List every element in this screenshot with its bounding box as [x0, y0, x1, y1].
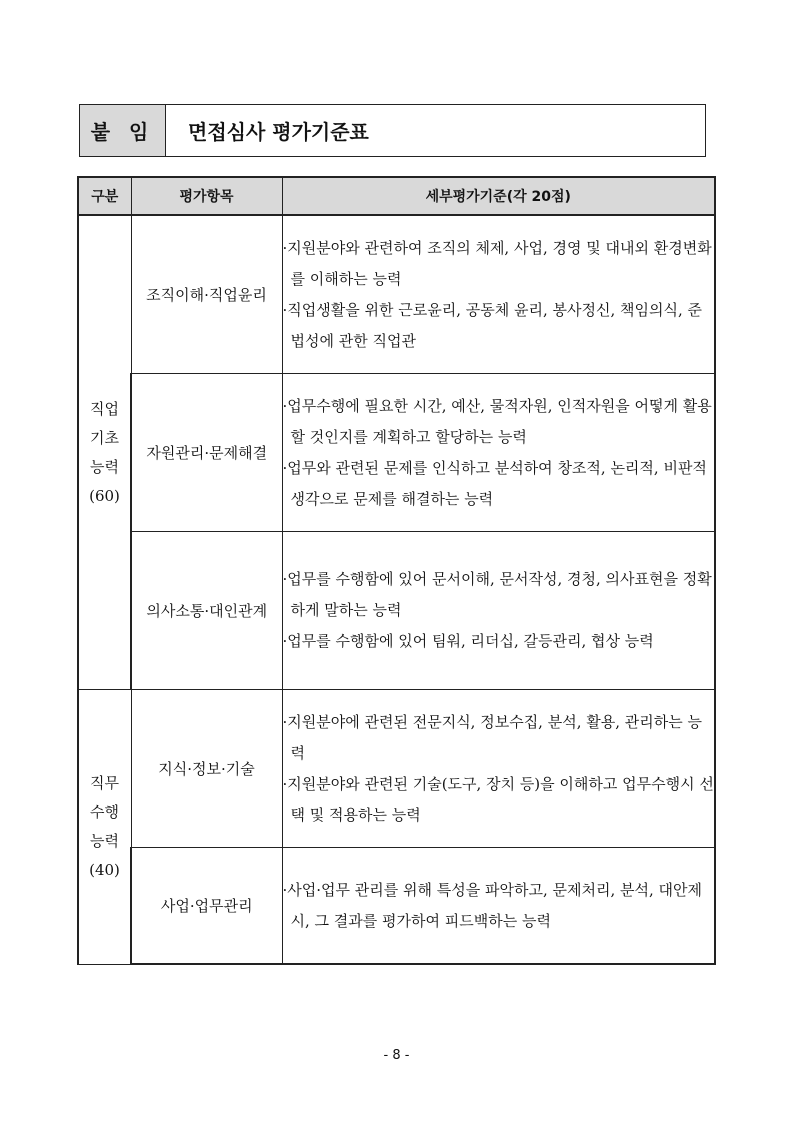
category-cell-job-competency: [78, 690, 131, 965]
criteria-text: ·직업생활을 위한 근로윤리, 공동체 윤리, 봉사정신, 책임의식, 준법성에 관한 직업관: [282, 300, 702, 350]
criteria-text: ·업무를 수행함에 있어 문서이해, 문서작성, 경청, 의사표현을 정확하게 말하는 능력: [282, 570, 712, 619]
category-text: 직업: [90, 399, 119, 418]
criteria-cell: [282, 215, 715, 374]
category-text: (60): [89, 486, 120, 505]
table-row: [78, 690, 715, 848]
category-text: 수행: [90, 802, 119, 821]
item-cell: 조직이해·직업윤리: [131, 215, 282, 374]
category-cell-basic-competency: [78, 215, 131, 690]
page-number: - 8 -: [383, 1048, 410, 1063]
table-header-row: [78, 177, 715, 215]
category-text: 기초: [90, 428, 119, 447]
category-text: (40): [89, 860, 120, 879]
item-cell: 자원관리·문제해결: [131, 374, 282, 532]
criteria-cell: [282, 848, 715, 965]
table-row: [78, 532, 715, 690]
item-cell: 의사소통·대인관계: [131, 532, 282, 690]
criteria-cell: [282, 532, 715, 690]
criteria-text: ·지원분야에 관련된 전문지식, 정보수집, 분석, 활용, 관리하는 능력: [282, 712, 702, 762]
header-item: 평가항목: [131, 177, 282, 215]
table-row: [78, 215, 715, 374]
criteria-text: ·업무수행에 필요한 시간, 예산, 물적자원, 인적자원을 어떻게 활용할 것인지를 계획하고 할당하는 능력: [282, 396, 712, 446]
criteria-text: ·지원분야와 관련된 기술(도구, 장치 등)을 이해하고 업무수행시 선택 및 적용하는 능력: [282, 774, 714, 824]
category-text: 직무: [90, 773, 119, 792]
evaluation-criteria-table: [77, 176, 716, 965]
table-row: [78, 848, 715, 965]
document-title: 면접심사 평가기준표: [188, 120, 369, 144]
header-criteria: 세부평가기준(각 20점): [282, 177, 715, 215]
criteria-cell: [282, 374, 715, 532]
criteria-text: ·업무를 수행함에 있어 팀워, 리더십, 갈등관리, 협상 능력: [282, 632, 654, 650]
criteria-text: ·업무와 관련된 문제를 인식하고 분석하여 창조적, 논리적, 비판적 생각으로 문제를 해결하는 능력: [282, 458, 707, 508]
criteria-text: ·지원분야와 관련하여 조직의 체제, 사업, 경영 및 대내외 환경변화를 이해하는 능력: [282, 238, 712, 288]
category-text: 능력: [90, 831, 119, 850]
table-row: [78, 374, 715, 532]
criteria-cell: [282, 690, 715, 848]
header-category: 구분: [78, 177, 131, 215]
title-box: [79, 104, 706, 157]
category-text: 능력: [90, 457, 119, 476]
criteria-text: ·사업·업무 관리를 위해 특성을 파악하고, 문제처리, 분석, 대안제시, 그 결과를 평가하여 피드백하는 능력: [282, 880, 702, 930]
attachment-tag: 붙 임: [80, 105, 166, 156]
item-cell: 사업·업무관리: [131, 848, 282, 965]
item-cell: 지식·정보·기술: [131, 690, 282, 848]
